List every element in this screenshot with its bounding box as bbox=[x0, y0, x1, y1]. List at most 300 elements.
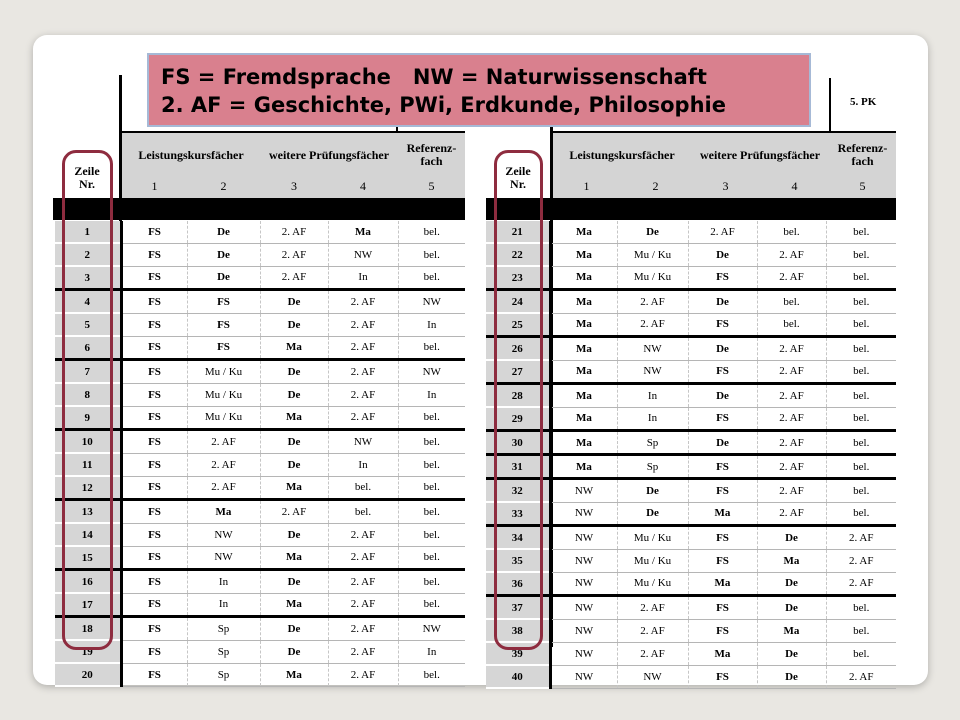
table-row bbox=[486, 572, 896, 596]
cell-subject: Ma bbox=[260, 593, 328, 617]
table-row bbox=[55, 336, 465, 360]
cell-subject: 2. AF bbox=[328, 617, 398, 641]
cell-subject: Ma bbox=[550, 290, 617, 314]
table-row bbox=[486, 407, 896, 431]
table-row bbox=[486, 619, 896, 642]
cell-subject: FS bbox=[121, 663, 187, 686]
cell-subject: bel. bbox=[398, 266, 465, 290]
row-number: 22 bbox=[486, 243, 550, 266]
row-number: 9 bbox=[55, 406, 121, 430]
cell-subject: bel. bbox=[826, 290, 896, 314]
cell-subject: bel. bbox=[826, 596, 896, 620]
row-number: 14 bbox=[55, 523, 121, 546]
table-row bbox=[55, 453, 465, 476]
row-number: 30 bbox=[486, 431, 550, 455]
cell-subject: FS bbox=[688, 313, 757, 337]
right-top-vertical-rule bbox=[829, 78, 831, 133]
cell-subject: Ma bbox=[550, 431, 617, 455]
row-number: 36 bbox=[486, 572, 550, 596]
table-row bbox=[486, 360, 896, 384]
row-number: 23 bbox=[486, 266, 550, 290]
cell-subject: Mu / Ku bbox=[187, 383, 260, 406]
cell-subject: Ma bbox=[550, 360, 617, 384]
table-row bbox=[55, 221, 465, 243]
cell-subject: Ma bbox=[260, 336, 328, 360]
row-number: 13 bbox=[55, 500, 121, 524]
table-row bbox=[55, 523, 465, 546]
row-number: 19 bbox=[55, 640, 121, 663]
cell-subject: bel. bbox=[398, 336, 465, 360]
cell-subject: De bbox=[260, 570, 328, 594]
row-number: 17 bbox=[55, 593, 121, 617]
cell-subject: bel. bbox=[398, 221, 465, 243]
cell-subject: Ma bbox=[550, 243, 617, 266]
cell-subject: FS bbox=[187, 290, 260, 314]
row-number: 21 bbox=[486, 221, 550, 243]
cell-subject: De bbox=[260, 383, 328, 406]
cell-subject: De bbox=[688, 384, 757, 408]
cell-subject: 2. AF bbox=[328, 663, 398, 686]
cell-subject: NW bbox=[550, 549, 617, 572]
row-number: 10 bbox=[55, 430, 121, 454]
row-number: 31 bbox=[486, 455, 550, 479]
cell-subject: De bbox=[688, 290, 757, 314]
cell-subject: 2. AF bbox=[328, 546, 398, 570]
cell-subject: Mu / Ku bbox=[617, 526, 688, 550]
row-number: 4 bbox=[55, 290, 121, 314]
cell-subject: 2. AF bbox=[328, 523, 398, 546]
right-colnum-5: 5 bbox=[859, 178, 866, 193]
left-course-table bbox=[55, 221, 465, 687]
left-black-bar bbox=[53, 198, 465, 220]
cell-subject: FS bbox=[121, 593, 187, 617]
cell-subject: bel. bbox=[826, 243, 896, 266]
row-number: 33 bbox=[486, 502, 550, 526]
cell-subject: NW bbox=[617, 665, 688, 688]
cell-subject: 2. AF bbox=[187, 453, 260, 476]
row-number: 35 bbox=[486, 549, 550, 572]
right-colnum-2: 2 bbox=[652, 178, 659, 193]
cell-subject: bel. bbox=[328, 500, 398, 524]
cell-subject: De bbox=[260, 453, 328, 476]
cell-subject: In bbox=[328, 266, 398, 290]
row-number: 11 bbox=[55, 453, 121, 476]
cell-subject: Ma bbox=[688, 642, 757, 665]
cell-subject: Mu / Ku bbox=[617, 572, 688, 596]
cell-subject: 2. AF bbox=[328, 383, 398, 406]
cell-subject: In bbox=[398, 383, 465, 406]
left-zeile-highlight-oval bbox=[62, 150, 113, 650]
cell-subject: De bbox=[617, 221, 688, 243]
cell-subject: 2. AF bbox=[617, 642, 688, 665]
row-number: 15 bbox=[55, 546, 121, 570]
cell-subject: De bbox=[260, 617, 328, 641]
row-number: 6 bbox=[55, 336, 121, 360]
cell-subject: bel. bbox=[826, 221, 896, 243]
cell-subject: 2. AF bbox=[260, 221, 328, 243]
cell-subject: In bbox=[398, 640, 465, 663]
cell-subject: bel. bbox=[757, 290, 826, 314]
table-row bbox=[55, 500, 465, 524]
cell-subject: De bbox=[688, 337, 757, 361]
table-row bbox=[55, 640, 465, 663]
cell-subject: 2. AF bbox=[757, 431, 826, 455]
cell-subject: Mu / Ku bbox=[187, 406, 260, 430]
cell-subject: FS bbox=[121, 640, 187, 663]
cell-subject: FS bbox=[688, 455, 757, 479]
cell-subject: NW bbox=[550, 502, 617, 526]
right-black-bar bbox=[486, 198, 896, 220]
cell-subject: De bbox=[757, 596, 826, 620]
cell-subject: 2. AF bbox=[757, 337, 826, 361]
cell-subject: Ma bbox=[688, 502, 757, 526]
cell-subject: NW bbox=[550, 526, 617, 550]
left-header-leistungskurs: Leistungskursfächer bbox=[138, 147, 244, 162]
cell-subject: FS bbox=[121, 336, 187, 360]
cell-subject: In bbox=[328, 453, 398, 476]
table-row bbox=[55, 360, 465, 384]
cell-subject: FS bbox=[121, 430, 187, 454]
table-row bbox=[486, 266, 896, 290]
legend-line-2: 2. AF = Geschichte, PWi, Erdkunde, Philosophie bbox=[161, 93, 726, 117]
cell-subject: De bbox=[688, 431, 757, 455]
cell-subject: bel. bbox=[826, 266, 896, 290]
cell-subject: bel. bbox=[328, 476, 398, 500]
cell-subject: 2. AF bbox=[187, 476, 260, 500]
cell-subject: 2. AF bbox=[260, 243, 328, 266]
row-number: 38 bbox=[486, 619, 550, 642]
cell-subject: In bbox=[398, 313, 465, 336]
cell-subject: Ma bbox=[550, 266, 617, 290]
cell-subject: NW bbox=[328, 430, 398, 454]
cell-subject: Ma bbox=[260, 406, 328, 430]
cell-subject: Ma bbox=[260, 476, 328, 500]
row-number: 28 bbox=[486, 384, 550, 408]
table-row bbox=[486, 642, 896, 665]
cell-subject: FS bbox=[121, 523, 187, 546]
cell-subject: bel. bbox=[826, 642, 896, 665]
cell-subject: NW bbox=[550, 642, 617, 665]
cell-subject: FS bbox=[121, 221, 187, 243]
table-row bbox=[55, 290, 465, 314]
cell-subject: FS bbox=[121, 406, 187, 430]
cell-subject: FS bbox=[688, 479, 757, 503]
table-row bbox=[486, 243, 896, 266]
left-header-top-rule bbox=[122, 131, 465, 133]
cell-subject: NW bbox=[398, 360, 465, 384]
left-header-weitere: weitere Prüfungsfächer bbox=[268, 147, 390, 162]
legend-caption-box bbox=[147, 53, 811, 127]
row-number: 26 bbox=[486, 337, 550, 361]
cell-subject: De bbox=[617, 479, 688, 503]
row-number: 2 bbox=[55, 243, 121, 266]
cell-subject: 2. AF bbox=[328, 570, 398, 594]
table-row bbox=[486, 455, 896, 479]
cell-subject: 2. AF bbox=[757, 243, 826, 266]
cell-subject: FS bbox=[121, 476, 187, 500]
cell-subject: bel. bbox=[398, 476, 465, 500]
cell-subject: 2. AF bbox=[826, 549, 896, 572]
cell-subject: FS bbox=[187, 336, 260, 360]
cell-subject: NW bbox=[550, 479, 617, 503]
cell-subject: FS bbox=[187, 313, 260, 336]
cell-subject: bel. bbox=[826, 479, 896, 503]
cell-subject: bel. bbox=[826, 455, 896, 479]
cell-subject: FS bbox=[121, 313, 187, 336]
cell-subject: 2. AF bbox=[688, 221, 757, 243]
cell-subject: NW bbox=[550, 665, 617, 688]
cell-subject: bel. bbox=[398, 546, 465, 570]
left-colnum-3: 3 bbox=[291, 178, 297, 193]
cell-subject: NW bbox=[398, 617, 465, 641]
cell-subject: In bbox=[187, 570, 260, 594]
cell-subject: 2. AF bbox=[617, 290, 688, 314]
table-row bbox=[55, 546, 465, 570]
right-colnum-1: 1 bbox=[583, 178, 590, 193]
table-row bbox=[486, 596, 896, 620]
cell-subject: Ma bbox=[757, 619, 826, 642]
cell-subject: FS bbox=[121, 243, 187, 266]
cell-subject: bel. bbox=[826, 407, 896, 431]
cell-subject: FS bbox=[688, 407, 757, 431]
cell-subject: bel. bbox=[826, 431, 896, 455]
cell-subject: FS bbox=[688, 526, 757, 550]
cell-subject: Mu / Ku bbox=[617, 243, 688, 266]
cell-subject: 2. AF bbox=[260, 266, 328, 290]
cell-subject: Sp bbox=[617, 455, 688, 479]
table-row bbox=[486, 290, 896, 314]
cell-subject: 2. AF bbox=[328, 360, 398, 384]
cell-subject: Ma bbox=[328, 221, 398, 243]
table-row bbox=[55, 570, 465, 594]
table-row bbox=[55, 476, 465, 500]
table-row bbox=[55, 593, 465, 617]
cell-subject: bel. bbox=[398, 523, 465, 546]
cell-subject: De bbox=[260, 640, 328, 663]
cell-subject: FS bbox=[688, 665, 757, 688]
table-row bbox=[486, 431, 896, 455]
right-header-weitere: weitere Prüfungsfächer bbox=[699, 147, 821, 162]
cell-subject: Mu / Ku bbox=[617, 549, 688, 572]
left-colnum-5: 5 bbox=[428, 178, 435, 193]
cell-subject: FS bbox=[688, 360, 757, 384]
cell-subject: Ma bbox=[550, 407, 617, 431]
cell-subject: 2. AF bbox=[826, 572, 896, 596]
left-colnum-2: 2 bbox=[220, 178, 227, 193]
cell-subject: Sp bbox=[187, 663, 260, 686]
cell-subject: 2. AF bbox=[757, 407, 826, 431]
cell-subject: De bbox=[688, 243, 757, 266]
left-colnum-4: 4 bbox=[360, 178, 366, 193]
cell-subject: Ma bbox=[550, 384, 617, 408]
table-row bbox=[55, 383, 465, 406]
cell-subject: 2. AF bbox=[328, 593, 398, 617]
cell-subject: 2. AF bbox=[328, 336, 398, 360]
table-row bbox=[486, 221, 896, 243]
cell-subject: Mu / Ku bbox=[187, 360, 260, 384]
row-number: 27 bbox=[486, 360, 550, 384]
cell-subject: De bbox=[260, 290, 328, 314]
cell-subject: FS bbox=[688, 266, 757, 290]
row-number: 29 bbox=[486, 407, 550, 431]
cell-subject: De bbox=[260, 430, 328, 454]
cell-subject: bel. bbox=[398, 453, 465, 476]
cell-subject: De bbox=[757, 642, 826, 665]
right-course-table bbox=[486, 221, 896, 689]
cell-subject: bel. bbox=[398, 243, 465, 266]
cell-subject: De bbox=[757, 526, 826, 550]
cell-subject: Sp bbox=[617, 431, 688, 455]
table-row bbox=[486, 665, 896, 688]
cell-subject: 2. AF bbox=[757, 455, 826, 479]
cell-subject: Sp bbox=[187, 617, 260, 641]
cell-subject: bel. bbox=[757, 313, 826, 337]
cell-subject: De bbox=[187, 243, 260, 266]
cell-subject: NW bbox=[187, 523, 260, 546]
right-colnum-3: 3 bbox=[722, 178, 729, 193]
cell-subject: 2. AF bbox=[617, 619, 688, 642]
cell-subject: Sp bbox=[187, 640, 260, 663]
cell-subject: FS bbox=[688, 619, 757, 642]
cell-subject: bel. bbox=[826, 360, 896, 384]
cell-subject: 2. AF bbox=[328, 313, 398, 336]
left-colnum-1: 1 bbox=[151, 178, 158, 193]
cell-subject: NW bbox=[187, 546, 260, 570]
cell-subject: NW bbox=[550, 572, 617, 596]
right-zeile-nr-label: Zeile Nr. bbox=[505, 164, 531, 191]
right-header-referenz: Referenz-fach bbox=[837, 141, 888, 168]
cell-subject: De bbox=[260, 313, 328, 336]
cell-subject: NW bbox=[617, 337, 688, 361]
cell-subject: NW bbox=[617, 360, 688, 384]
cell-subject: De bbox=[617, 502, 688, 526]
cell-subject: NW bbox=[550, 619, 617, 642]
table-row bbox=[486, 384, 896, 408]
cell-subject: Ma bbox=[187, 500, 260, 524]
cell-subject: De bbox=[260, 360, 328, 384]
cell-subject: 2. AF bbox=[757, 384, 826, 408]
cell-subject: Ma bbox=[688, 572, 757, 596]
cell-subject: De bbox=[187, 266, 260, 290]
right-header-top-rule bbox=[553, 131, 896, 133]
cell-subject: FS bbox=[121, 290, 187, 314]
table-row bbox=[486, 502, 896, 526]
cell-subject: FS bbox=[121, 453, 187, 476]
cell-subject: bel. bbox=[826, 337, 896, 361]
cell-subject: FS bbox=[121, 383, 187, 406]
cell-subject: In bbox=[617, 407, 688, 431]
cell-subject: Ma bbox=[550, 337, 617, 361]
cell-subject: bel. bbox=[398, 570, 465, 594]
cell-subject: 2. AF bbox=[328, 406, 398, 430]
left-header-referenz: Referenz-fach bbox=[406, 141, 457, 168]
row-number: 37 bbox=[486, 596, 550, 620]
cell-subject: bel. bbox=[398, 593, 465, 617]
cell-subject: De bbox=[757, 572, 826, 596]
row-number: 24 bbox=[486, 290, 550, 314]
cell-subject: 2. AF bbox=[826, 526, 896, 550]
row-number: 40 bbox=[486, 665, 550, 688]
row-number: 32 bbox=[486, 479, 550, 503]
cell-subject: 2. AF bbox=[757, 502, 826, 526]
cell-subject: bel. bbox=[398, 663, 465, 686]
pk-label: 5. PK bbox=[850, 96, 877, 108]
cell-subject: De bbox=[260, 523, 328, 546]
right-zeile-highlight-oval bbox=[494, 150, 543, 650]
cell-subject: 2. AF bbox=[260, 500, 328, 524]
cell-subject: NW bbox=[398, 290, 465, 314]
cell-subject: bel. bbox=[826, 384, 896, 408]
cell-subject: FS bbox=[121, 266, 187, 290]
cell-subject: 2. AF bbox=[328, 290, 398, 314]
cell-subject: In bbox=[187, 593, 260, 617]
table-row bbox=[55, 406, 465, 430]
row-number: 3 bbox=[55, 266, 121, 290]
table-row bbox=[55, 617, 465, 641]
cell-subject: 2. AF bbox=[757, 360, 826, 384]
table-row bbox=[486, 337, 896, 361]
cell-subject: FS bbox=[688, 549, 757, 572]
cell-subject: FS bbox=[121, 500, 187, 524]
cell-subject: Ma bbox=[550, 221, 617, 243]
right-header-leistungskurs: Leistungskursfächer bbox=[569, 147, 675, 162]
cell-subject: FS bbox=[121, 570, 187, 594]
cell-subject: 2. AF bbox=[328, 640, 398, 663]
cell-subject: bel. bbox=[398, 500, 465, 524]
cell-subject: NW bbox=[328, 243, 398, 266]
cell-subject: 2. AF bbox=[617, 596, 688, 620]
table-row bbox=[55, 430, 465, 454]
row-number: 5 bbox=[55, 313, 121, 336]
cell-subject: FS bbox=[688, 596, 757, 620]
cell-subject: Ma bbox=[757, 549, 826, 572]
table-row bbox=[55, 313, 465, 336]
cell-subject: NW bbox=[550, 596, 617, 620]
cell-subject: Ma bbox=[550, 455, 617, 479]
row-number: 16 bbox=[55, 570, 121, 594]
cell-subject: FS bbox=[121, 546, 187, 570]
left-zeile-nr-label: Zeile Nr. bbox=[74, 164, 100, 191]
cell-subject: Ma bbox=[550, 313, 617, 337]
row-number: 1 bbox=[55, 221, 121, 243]
cell-subject: 2. AF bbox=[757, 266, 826, 290]
cell-subject: De bbox=[187, 221, 260, 243]
cell-subject: bel. bbox=[826, 619, 896, 642]
row-number: 8 bbox=[55, 383, 121, 406]
cell-subject: Mu / Ku bbox=[617, 266, 688, 290]
right-colnum-4: 4 bbox=[791, 178, 798, 193]
cell-subject: bel. bbox=[826, 313, 896, 337]
cell-subject: Ma bbox=[260, 663, 328, 686]
table-row bbox=[55, 243, 465, 266]
row-number: 18 bbox=[55, 617, 121, 641]
table-row bbox=[486, 479, 896, 503]
cell-subject: 2. AF bbox=[187, 430, 260, 454]
legend-line-1: FS = Fremdsprache NW = Naturwissenschaft bbox=[161, 65, 707, 89]
cell-subject: 2. AF bbox=[826, 665, 896, 688]
cell-subject: bel. bbox=[826, 502, 896, 526]
cell-subject: In bbox=[617, 384, 688, 408]
cell-subject: FS bbox=[121, 617, 187, 641]
row-number: 12 bbox=[55, 476, 121, 500]
row-number: 7 bbox=[55, 360, 121, 384]
table-row bbox=[486, 549, 896, 572]
cell-subject: bel. bbox=[398, 430, 465, 454]
cell-subject: 2. AF bbox=[757, 479, 826, 503]
row-number: 25 bbox=[486, 313, 550, 337]
row-number: 20 bbox=[55, 663, 121, 686]
table-row bbox=[486, 526, 896, 550]
